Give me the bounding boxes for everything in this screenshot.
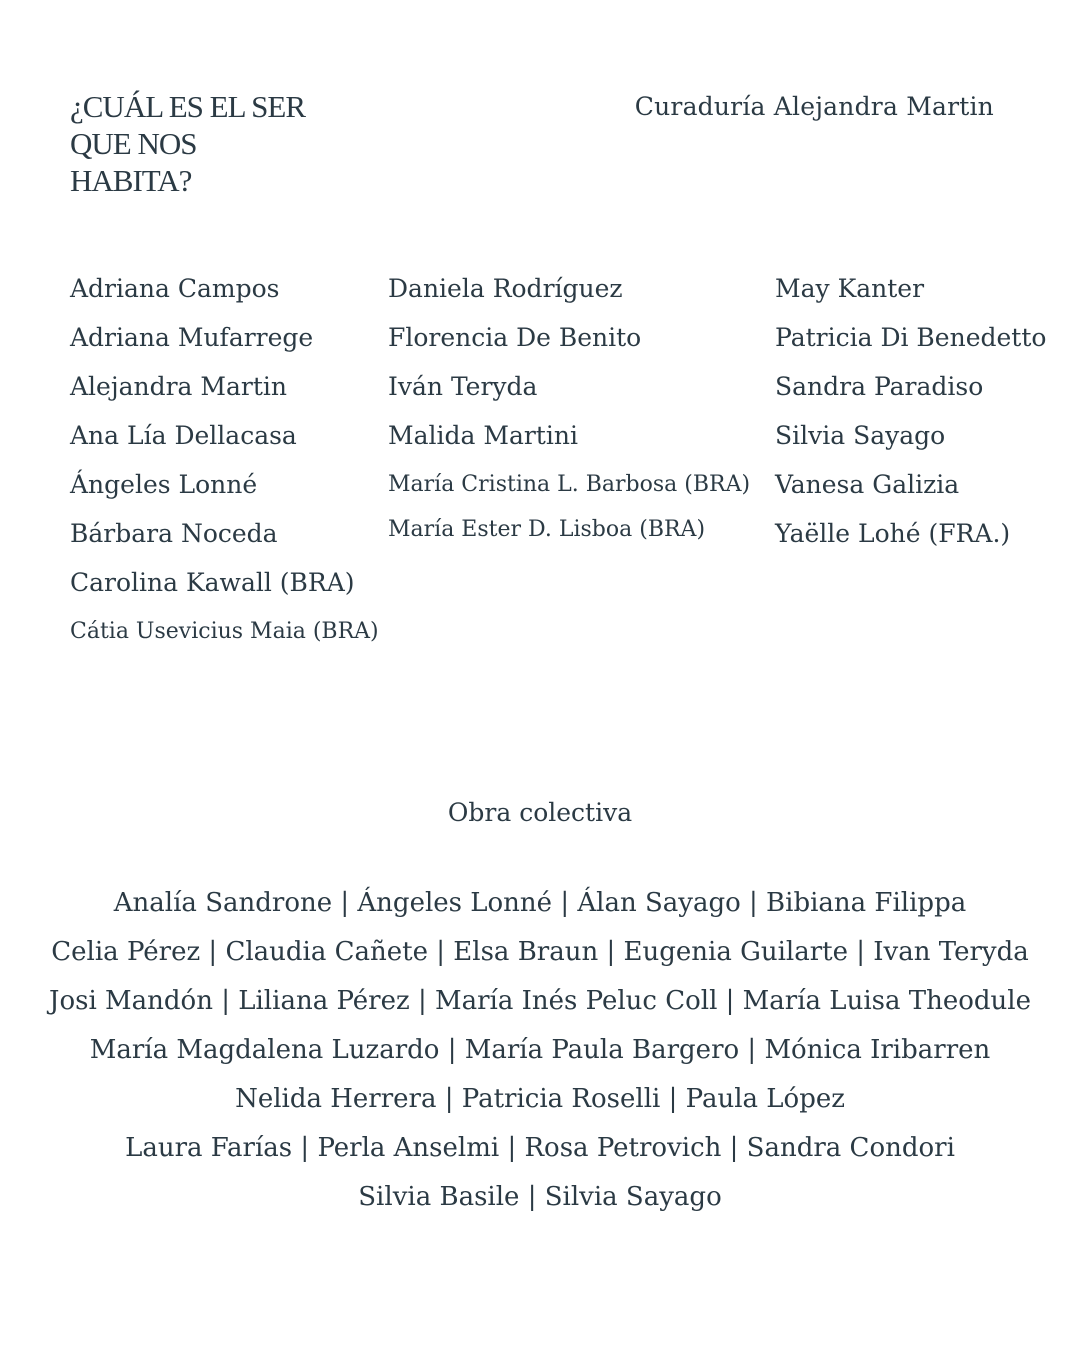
title-line: HABITA? [70,163,192,198]
artist-name: Ángeles Lonné [70,470,258,499]
collective-line: Celia Pérez | Claudia Cañete | Elsa Braun | Eugenia Guilarte | Ivan Teryda [51,937,1029,967]
artist-name: Bárbara Noceda [70,519,278,548]
curator-credit: Curaduría Alejandra Martin [634,92,994,121]
artist-name: Vanesa Galizia [775,470,960,499]
artist-name: Iván Teryda [388,372,538,401]
collective-line: Josi Mandón | Liliana Pérez | María Inés Peluc Coll | María Luisa Theodule [49,986,1031,1016]
exhibition-title [70,88,330,199]
collective-line: Analía Sandrone | Ángeles Lonné | Álan Sayago | Bibiana Filippa [113,888,967,918]
artist-column-2 [388,270,750,556]
artist-name: Adriana Campos [70,274,280,303]
artist-name: Daniela Rodríguez [388,274,623,303]
artist-column-3 [775,270,1046,564]
collective-line: Silvia Basile | Silvia Sayago [358,1182,722,1212]
artist-column-1 [70,270,379,658]
collective-line: María Magdalena Luzardo | María Paula Bargero | Mónica Iribarren [89,1035,991,1065]
artist-name: Sandra Paradiso [775,372,984,401]
title-line: QUE NOS [70,126,197,161]
artist-name: Silvia Sayago [775,421,946,450]
artist-name: Florencia De Benito [388,323,642,352]
collective-work-heading: Obra colectiva [447,798,633,827]
artist-name: María Cristina L. Barbosa (BRA) [388,472,751,497]
artist-list [0,270,1080,670]
artist-name: Cátia Usevicius Maia (BRA) [70,619,379,644]
title-line: ¿CUÁL ES EL SER [70,89,305,124]
artist-name: Yaëlle Lohé (FRA.) [775,519,1011,548]
artist-name: Alejandra Martin [70,372,288,401]
artist-name: María Ester D. Lisboa (BRA) [388,517,706,542]
artist-name: Adriana Mufarrege [70,323,314,352]
artist-name: Malida Martini [388,421,578,450]
artist-name: May Kanter [775,274,925,303]
artist-name: Patricia Di Benedetto [775,323,1047,352]
collective-line: Nelida Herrera | Patricia Roselli | Paula López [235,1084,845,1114]
artist-name: Ana Lía Dellacasa [70,421,297,450]
collective-artist-list [0,880,1080,1223]
artist-name: Carolina Kawall (BRA) [70,568,355,597]
collective-line: Laura Farías | Perla Anselmi | Rosa Petrovich | Sandra Condori [125,1133,955,1163]
